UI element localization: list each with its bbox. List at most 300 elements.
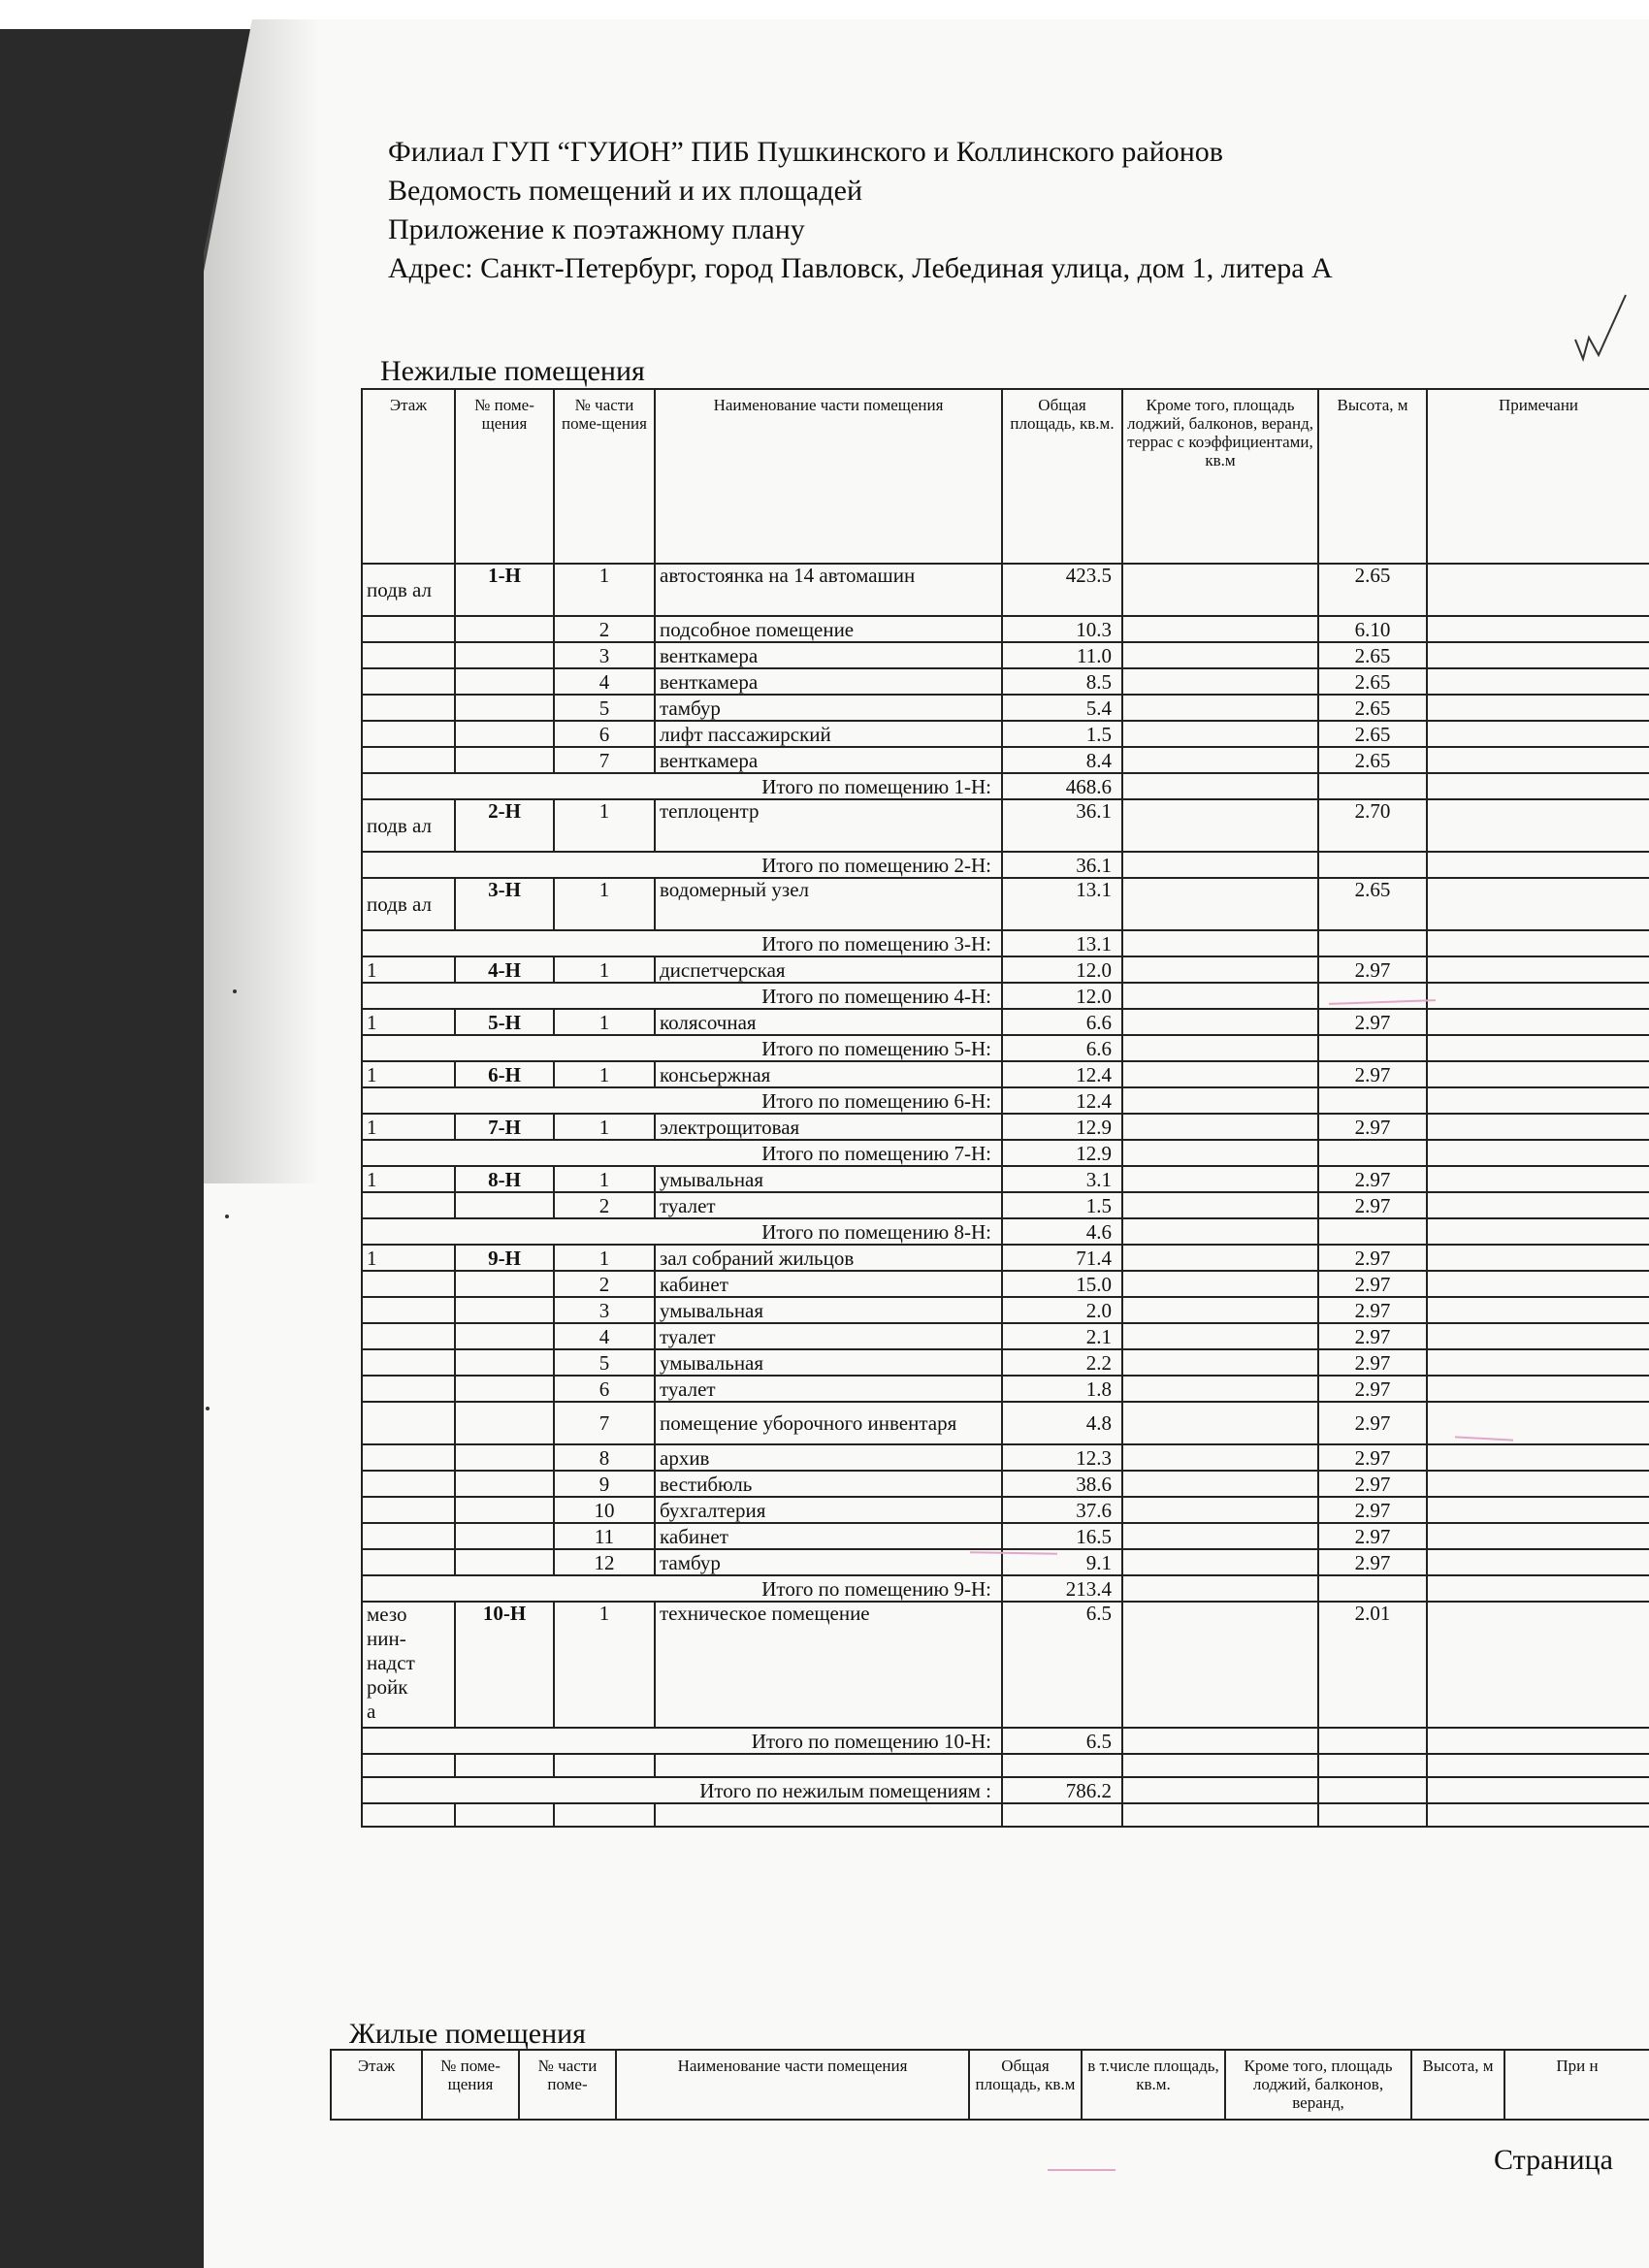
scan-speck — [233, 989, 237, 993]
part-number-cell: 6 — [554, 721, 655, 747]
empty-cell — [1318, 1803, 1427, 1827]
room-number-cell: 3-Н — [455, 878, 554, 930]
part-number-cell: 2 — [554, 616, 655, 642]
note-cell — [1427, 1523, 1649, 1549]
extra-area-cell — [1122, 1271, 1318, 1297]
subtotal-row — [362, 983, 1649, 1009]
note-cell — [1427, 1061, 1649, 1087]
part-number-cell: 1 — [554, 1114, 655, 1140]
height-cell: 2.01 — [1318, 1602, 1427, 1728]
nonresidential-section-title: Нежилые помещения — [380, 355, 645, 387]
part-number-cell: 12 — [554, 1549, 655, 1575]
column-header-height: Высота, м — [1318, 389, 1427, 564]
extra-area-cell — [1122, 1323, 1318, 1349]
extra-area-cell — [1122, 695, 1318, 721]
floor-cell-line: мезо — [367, 1603, 407, 1626]
total-area-cell: 3.1 — [1002, 1166, 1122, 1192]
note-cell — [1427, 1349, 1649, 1376]
part-name-cell: умывальная — [655, 1349, 1002, 1376]
part-name-cell: кабинет — [655, 1523, 1002, 1549]
subtotal-area: 12.0 — [1002, 983, 1122, 1009]
subtotal-area: 4.6 — [1002, 1218, 1122, 1245]
empty-cell — [362, 1754, 455, 1777]
part-name-cell: зал собраний жильцов — [655, 1245, 1002, 1271]
room-number-cell — [455, 1471, 554, 1497]
note-cell — [1427, 930, 1649, 956]
empty-cell — [455, 1754, 554, 1777]
part-name-cell: туалет — [655, 1376, 1002, 1402]
room-number-cell — [455, 1192, 554, 1218]
total-area-cell: 12.4 — [1002, 1061, 1122, 1087]
extra-area-cell — [1122, 878, 1318, 930]
room-number-cell: 8-Н — [455, 1166, 554, 1192]
table-row — [362, 1297, 1649, 1323]
subtotal-row — [362, 1218, 1649, 1245]
table-row — [362, 1323, 1649, 1349]
subtotal-label: Итого по помещению 10-Н: — [362, 1728, 1002, 1754]
floor-cell — [362, 1602, 455, 1728]
floor-cell-line: ройк — [367, 1675, 408, 1699]
column-header-part-number: № части поме-щения — [554, 389, 655, 564]
floor-cell — [362, 695, 455, 721]
room-number-cell — [455, 616, 554, 642]
floor-cell — [362, 642, 455, 668]
subtotal-label: Итого по помещению 4-Н: — [362, 983, 1002, 1009]
extra-area-cell — [1122, 930, 1318, 956]
height-cell: 2.65 — [1318, 721, 1427, 747]
total-area-cell: 2.0 — [1002, 1297, 1122, 1323]
part-name-cell: помещение уборочного инвентаря — [655, 1402, 1002, 1444]
note-cell — [1427, 564, 1649, 616]
floor-cell — [362, 1192, 455, 1218]
height-cell — [1318, 1218, 1427, 1245]
nonresidential-table — [361, 388, 1649, 1828]
table-row — [362, 695, 1649, 721]
height-cell: 2.97 — [1318, 1323, 1427, 1349]
part-number-cell: 11 — [554, 1523, 655, 1549]
floor-cell — [362, 1471, 455, 1497]
room-number-cell: 10-Н — [455, 1602, 554, 1728]
part-name-cell: диспетчерская — [655, 956, 1002, 983]
part-number-cell: 1 — [554, 799, 655, 852]
subtotal-area: 213.4 — [1002, 1575, 1122, 1602]
extra-area-cell — [1122, 1471, 1318, 1497]
part-name-cell: автостоянка на 14 автомашин — [655, 564, 1002, 616]
floor-cell — [362, 1402, 455, 1444]
note-cell — [1427, 1602, 1649, 1728]
height-cell — [1318, 1777, 1427, 1803]
part-number-cell: 10 — [554, 1497, 655, 1523]
note-cell — [1427, 1009, 1649, 1035]
column-header-height: Высота, м — [1411, 2050, 1504, 2120]
part-name-cell: туалет — [655, 1323, 1002, 1349]
floor-cell — [362, 1444, 455, 1471]
part-name-cell: венткамера — [655, 642, 1002, 668]
total-area-cell: 16.5 — [1002, 1523, 1122, 1549]
extra-area-cell — [1122, 1549, 1318, 1575]
height-cell: 2.97 — [1318, 1297, 1427, 1323]
subtotal-row — [362, 1728, 1649, 1754]
part-name-cell: лифт пассажирский — [655, 721, 1002, 747]
total-area-cell: 10.3 — [1002, 616, 1122, 642]
part-name-cell: вестибюль — [655, 1471, 1002, 1497]
empty-cell — [655, 1803, 1002, 1827]
document-title: Ведомость помещений и их площадей — [388, 175, 863, 207]
height-cell: 2.97 — [1318, 1245, 1427, 1271]
column-header-total-area: Общая площадь, кв.м. — [1002, 389, 1122, 564]
table-header-row — [331, 2050, 1649, 2120]
column-header-room-number: № поме-щения — [455, 389, 554, 564]
height-cell: 2.97 — [1318, 1114, 1427, 1140]
total-area-cell: 1.5 — [1002, 721, 1122, 747]
total-area-cell: 71.4 — [1002, 1245, 1122, 1271]
height-cell — [1318, 1140, 1427, 1166]
extra-area-cell — [1122, 1602, 1318, 1728]
table-row — [362, 616, 1649, 642]
floor-cell — [362, 1523, 455, 1549]
extra-area-cell — [1122, 1523, 1318, 1549]
extra-area-cell — [1122, 721, 1318, 747]
note-cell — [1427, 1140, 1649, 1166]
height-cell — [1318, 930, 1427, 956]
part-number-cell: 1 — [554, 1245, 655, 1271]
room-number-cell: 1-Н — [455, 564, 554, 616]
subtotal-label: Итого по нежилым помещениям : — [362, 1777, 1002, 1803]
floor-cell: 1 — [362, 1009, 455, 1035]
room-number-cell — [455, 1444, 554, 1471]
height-cell — [1318, 773, 1427, 799]
room-number-cell: 2-Н — [455, 799, 554, 852]
floor-cell — [362, 1271, 455, 1297]
height-cell: 2.65 — [1318, 642, 1427, 668]
height-cell — [1318, 1035, 1427, 1061]
total-area-cell: 8.5 — [1002, 668, 1122, 695]
extra-area-cell — [1122, 852, 1318, 878]
note-cell — [1427, 1444, 1649, 1471]
total-area-cell: 6.6 — [1002, 1009, 1122, 1035]
floor-cell — [362, 1497, 455, 1523]
part-number-cell: 1 — [554, 1061, 655, 1087]
part-name-cell: кабинет — [655, 1271, 1002, 1297]
column-header-floor: Этаж — [331, 2050, 422, 2120]
height-cell: 2.97 — [1318, 1271, 1427, 1297]
table-row — [362, 747, 1649, 773]
floor-cell-line: нин- — [367, 1627, 406, 1650]
extra-area-cell — [1122, 1140, 1318, 1166]
note-cell — [1427, 773, 1649, 799]
total-area-cell: 12.9 — [1002, 1114, 1122, 1140]
room-number-cell — [455, 1549, 554, 1575]
subtotal-row — [362, 930, 1649, 956]
column-header-including-area: в т.числе площадь, кв.м. — [1082, 2050, 1225, 2120]
extra-area-cell — [1122, 616, 1318, 642]
subtotal-label: Итого по помещению 2-Н: — [362, 852, 1002, 878]
scan-speck — [206, 1407, 210, 1410]
note-cell — [1427, 642, 1649, 668]
document-subtitle: Приложение к поэтажному плану — [388, 213, 805, 245]
note-cell — [1427, 1575, 1649, 1602]
total-area-cell: 1.5 — [1002, 1192, 1122, 1218]
part-name-cell: архив — [655, 1444, 1002, 1471]
note-cell — [1427, 852, 1649, 878]
empty-row — [362, 1754, 1649, 1777]
column-header-note: При н — [1504, 2050, 1649, 2120]
part-number-cell: 7 — [554, 1402, 655, 1444]
part-name-cell: умывальная — [655, 1166, 1002, 1192]
table-row — [362, 1523, 1649, 1549]
floor-cell: 1 — [362, 956, 455, 983]
empty-cell — [362, 1803, 455, 1827]
part-number-cell: 4 — [554, 1323, 655, 1349]
part-number-cell: 2 — [554, 1271, 655, 1297]
subtotal-area: 786.2 — [1002, 1777, 1122, 1803]
note-cell — [1427, 1035, 1649, 1061]
subtotal-label: Итого по помещению 5-Н: — [362, 1035, 1002, 1061]
height-cell: 2.65 — [1318, 668, 1427, 695]
ink-stroke — [1048, 2169, 1116, 2171]
table-header-row — [362, 389, 1649, 564]
empty-cell — [655, 1754, 1002, 1777]
total-area-cell: 38.6 — [1002, 1471, 1122, 1497]
handwritten-checkmark — [1571, 291, 1630, 369]
table-row — [362, 1444, 1649, 1471]
empty-row — [362, 1803, 1649, 1827]
floor-cell — [362, 747, 455, 773]
part-name-cell: колясочная — [655, 1009, 1002, 1035]
column-header-extra-area: Кроме того, площадь лоджий, балконов, веранд, — [1225, 2050, 1411, 2120]
table-row — [362, 1471, 1649, 1497]
note-cell — [1427, 1218, 1649, 1245]
floor-cell — [362, 1376, 455, 1402]
extra-area-cell — [1122, 1497, 1318, 1523]
part-name-cell: умывальная — [655, 1297, 1002, 1323]
table-row — [362, 878, 1649, 930]
branch-title: Филиал ГУП “ГУИОН” ПИБ Пушкинского и Коллинского районов — [388, 136, 1223, 168]
total-area-cell: 36.1 — [1002, 799, 1122, 852]
extra-area-cell — [1122, 1777, 1318, 1803]
table-row — [362, 721, 1649, 747]
total-area-cell: 8.4 — [1002, 747, 1122, 773]
total-area-cell: 12.0 — [1002, 956, 1122, 983]
empty-cell — [554, 1754, 655, 1777]
room-number-cell — [455, 721, 554, 747]
room-number-cell — [455, 747, 554, 773]
floor-cell — [362, 1323, 455, 1349]
total-area-cell: 423.5 — [1002, 564, 1122, 616]
page-number-label: Страница — [1494, 2144, 1613, 2176]
extra-area-cell — [1122, 1376, 1318, 1402]
empty-cell — [1427, 1803, 1649, 1827]
note-cell — [1427, 1271, 1649, 1297]
column-header-floor: Этаж — [362, 389, 455, 564]
floor-cell: 1 — [362, 1114, 455, 1140]
empty-cell — [554, 1803, 655, 1827]
residential-section-title: Жилые помещения — [349, 2018, 586, 2050]
height-cell — [1318, 852, 1427, 878]
part-number-cell: 4 — [554, 668, 655, 695]
floor-cell — [362, 1349, 455, 1376]
height-cell: 2.97 — [1318, 1444, 1427, 1471]
total-area-cell: 11.0 — [1002, 642, 1122, 668]
note-cell — [1427, 1549, 1649, 1575]
total-area-cell: 15.0 — [1002, 1271, 1122, 1297]
height-cell: 2.70 — [1318, 799, 1427, 852]
note-cell — [1427, 1471, 1649, 1497]
extra-area-cell — [1122, 799, 1318, 852]
height-cell: 2.97 — [1318, 1349, 1427, 1376]
total-area-cell: 6.5 — [1002, 1602, 1122, 1728]
height-cell — [1318, 1087, 1427, 1114]
part-number-cell: 1 — [554, 878, 655, 930]
floor-cell — [362, 616, 455, 642]
room-number-cell: 9-Н — [455, 1245, 554, 1271]
residential-table — [330, 2049, 1649, 2121]
room-number-cell — [455, 1523, 554, 1549]
height-cell: 2.97 — [1318, 1523, 1427, 1549]
note-cell — [1427, 956, 1649, 983]
floor-cell: 1 — [362, 1061, 455, 1087]
note-cell — [1427, 1297, 1649, 1323]
table-row — [362, 1602, 1649, 1728]
note-cell — [1427, 1166, 1649, 1192]
subtotal-row — [362, 1035, 1649, 1061]
part-number-cell: 1 — [554, 1602, 655, 1728]
note-cell — [1427, 799, 1649, 852]
part-name-cell: туалет — [655, 1192, 1002, 1218]
floor-cell — [362, 668, 455, 695]
height-cell: 2.65 — [1318, 564, 1427, 616]
part-name-cell: подсобное помещение — [655, 616, 1002, 642]
height-cell: 2.97 — [1318, 1061, 1427, 1087]
extra-area-cell — [1122, 773, 1318, 799]
height-cell: 2.65 — [1318, 747, 1427, 773]
subtotal-row — [362, 1777, 1649, 1803]
extra-area-cell — [1122, 642, 1318, 668]
empty-cell — [1002, 1803, 1122, 1827]
empty-cell — [1318, 1754, 1427, 1777]
table-row — [362, 799, 1649, 852]
note-cell — [1427, 1497, 1649, 1523]
floor-cell — [362, 1549, 455, 1575]
note-cell — [1427, 1777, 1649, 1803]
extra-area-cell — [1122, 1087, 1318, 1114]
table-row — [362, 1376, 1649, 1402]
empty-cell — [1122, 1803, 1318, 1827]
extra-area-cell — [1122, 1192, 1318, 1218]
subtotal-area: 468.6 — [1002, 773, 1122, 799]
part-number-cell: 8 — [554, 1444, 655, 1471]
column-header-total-area: Общая площадь, кв.м — [969, 2050, 1082, 2120]
subtotal-label: Итого по помещению 8-Н: — [362, 1218, 1002, 1245]
note-cell — [1427, 1192, 1649, 1218]
subtotal-area: 12.9 — [1002, 1140, 1122, 1166]
extra-area-cell — [1122, 983, 1318, 1009]
part-name-cell: водомерный узел — [655, 878, 1002, 930]
table-row — [362, 1349, 1649, 1376]
subtotal-label: Итого по помещению 9-Н: — [362, 1575, 1002, 1602]
extra-area-cell — [1122, 1245, 1318, 1271]
floor-cell: 1 — [362, 1245, 455, 1271]
note-cell — [1427, 1728, 1649, 1754]
extra-area-cell — [1122, 1035, 1318, 1061]
room-number-cell: 5-Н — [455, 1009, 554, 1035]
extra-area-cell — [1122, 1061, 1318, 1087]
part-number-cell: 7 — [554, 747, 655, 773]
total-area-cell: 4.8 — [1002, 1402, 1122, 1444]
height-cell: 2.97 — [1318, 956, 1427, 983]
column-header-room-number: № поме-щения — [422, 2050, 519, 2120]
extra-area-cell — [1122, 1218, 1318, 1245]
subtotal-area: 12.4 — [1002, 1087, 1122, 1114]
address-line: Адрес: Санкт-Петербург, город Павловск, Лебединая улица, дом 1, литера А — [388, 252, 1333, 284]
column-header-note: Примечани — [1427, 389, 1649, 564]
note-cell — [1427, 1087, 1649, 1114]
room-number-cell — [455, 1402, 554, 1444]
page-fold-shadow — [204, 19, 320, 1183]
table-row — [362, 642, 1649, 668]
floor-cell: подв ал — [362, 878, 455, 930]
subtotal-row — [362, 852, 1649, 878]
column-header-part-name: Наименование части помещения — [616, 2050, 969, 2120]
note-cell — [1427, 1245, 1649, 1271]
room-number-cell — [455, 642, 554, 668]
part-number-cell: 3 — [554, 1297, 655, 1323]
table-row — [362, 1497, 1649, 1523]
height-cell: 2.97 — [1318, 1549, 1427, 1575]
note-cell — [1427, 695, 1649, 721]
subtotal-label: Итого по помещению 6-Н: — [362, 1087, 1002, 1114]
floor-cell-line: надст — [367, 1651, 415, 1674]
empty-cell — [455, 1803, 554, 1827]
total-area-cell: 2.2 — [1002, 1349, 1122, 1376]
part-name-cell: электрощитовая — [655, 1114, 1002, 1140]
part-number-cell: 1 — [554, 564, 655, 616]
floor-cell — [362, 1297, 455, 1323]
height-cell — [1318, 1575, 1427, 1602]
part-number-cell: 5 — [554, 695, 655, 721]
subtotal-area: 13.1 — [1002, 930, 1122, 956]
extra-area-cell — [1122, 956, 1318, 983]
note-cell — [1427, 616, 1649, 642]
empty-cell — [1427, 1754, 1649, 1777]
extra-area-cell — [1122, 668, 1318, 695]
part-number-cell: 1 — [554, 1166, 655, 1192]
height-cell: 2.97 — [1318, 1402, 1427, 1444]
height-cell: 2.65 — [1318, 878, 1427, 930]
height-cell: 2.97 — [1318, 1192, 1427, 1218]
room-number-cell — [455, 1349, 554, 1376]
part-number-cell: 6 — [554, 1376, 655, 1402]
extra-area-cell — [1122, 1166, 1318, 1192]
subtotal-area: 6.5 — [1002, 1728, 1122, 1754]
empty-cell — [1002, 1754, 1122, 1777]
floor-cell-line: а — [367, 1700, 376, 1723]
note-cell — [1427, 1114, 1649, 1140]
room-number-cell: 6-Н — [455, 1061, 554, 1087]
total-area-cell: 37.6 — [1002, 1497, 1122, 1523]
table-row — [362, 1114, 1649, 1140]
note-cell — [1427, 668, 1649, 695]
extra-area-cell — [1122, 1444, 1318, 1471]
table-row — [362, 1271, 1649, 1297]
room-number-cell — [455, 1271, 554, 1297]
part-number-cell: 1 — [554, 956, 655, 983]
total-area-cell: 12.3 — [1002, 1444, 1122, 1471]
height-cell: 2.97 — [1318, 1009, 1427, 1035]
room-number-cell — [455, 668, 554, 695]
subtotal-label: Итого по помещению 7-Н: — [362, 1140, 1002, 1166]
note-cell — [1427, 1376, 1649, 1402]
